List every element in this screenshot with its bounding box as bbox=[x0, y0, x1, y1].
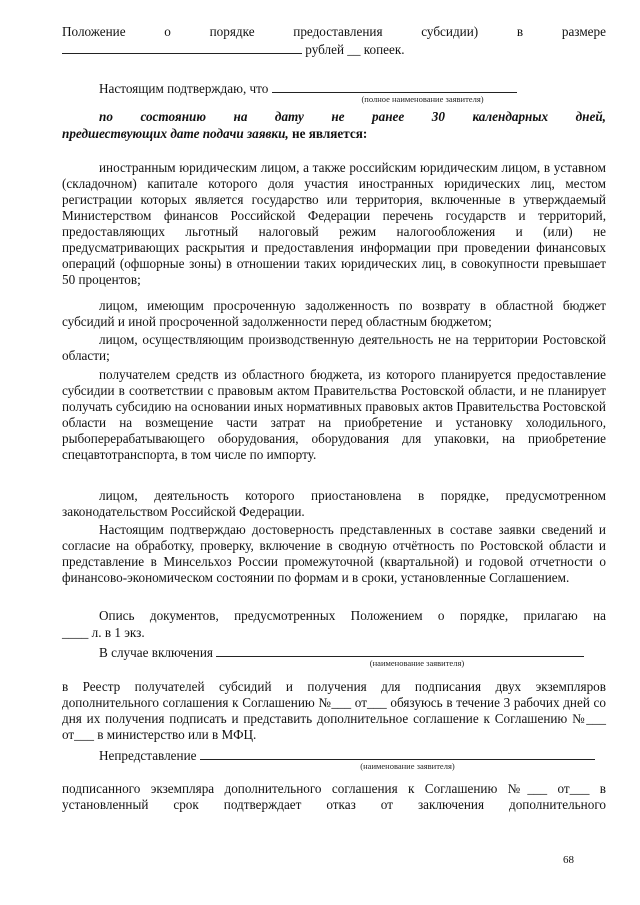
term-line-2 bbox=[62, 126, 606, 142]
applicant-name-blank[interactable] bbox=[272, 80, 517, 93]
word: 30 bbox=[431, 109, 445, 124]
word: не bbox=[331, 109, 345, 124]
nonsubmission-label: Непредставление bbox=[99, 748, 197, 763]
amount-blank[interactable] bbox=[62, 41, 302, 54]
confirm-text: Настоящим подтверждаю, что bbox=[99, 81, 269, 96]
inventory-line-1: Опись документов, предусмотренных Положением о порядке, прилагаю на bbox=[99, 608, 606, 623]
amount-line bbox=[62, 41, 606, 58]
word: дату bbox=[274, 109, 304, 124]
reliability-statement: Настоящим подтверждаю достоверность представленных в составе заявки сведений и согласие на обработку, проверку, включение в сводную отчётность по Ростовской области и представление в Минсельхоз России промежуточной (квартальной) и годовой отчетности о финансово-экономическом состоянии по формам и в сроки, установленные Соглашением. bbox=[62, 522, 606, 585]
nonsubmission-applicant-blank[interactable] bbox=[200, 747, 595, 760]
nonsubmission-caption: (наименование заявителя) bbox=[360, 761, 455, 771]
word: о bbox=[164, 24, 171, 39]
term-line-1 bbox=[99, 109, 606, 125]
item-suspended: лицом, деятельность которого приостановлена в порядке, предусмотренном законодательством Российской Федерации. bbox=[62, 488, 606, 519]
inventory-line-2: ____ л. в 1 экз. bbox=[62, 625, 145, 640]
inclusion-applicant-blank[interactable] bbox=[216, 644, 584, 657]
amount-suffix: рублей __ копеек. bbox=[305, 42, 405, 57]
regulation-line bbox=[62, 24, 606, 40]
term-bold: не является: bbox=[288, 126, 368, 141]
item-budget-recipient: получателем средств из областного бюджета, из которого планируется предоставление субсидии в соответствии с правовым актом Правительства Ростовской области, и не планирует получать субсидию на основании иных нормативных правовых актов Правительства Ростовской области на возмещение части затрат на приобретение и установку холодильного, рыбоперерабатывающего оборудования, оборудования для упаковки, на приобретение спецавтотранспорта, в том числе по импорту. bbox=[62, 367, 606, 462]
word: на bbox=[233, 109, 248, 124]
item-overdue-debt: лицом, имеющим просроченную задолженность по возврату в областной бюджет субсидий и иной просроченной задолженности перед областным бюджетом; bbox=[62, 298, 606, 329]
inclusion-caption: (наименование заявителя) bbox=[369, 658, 465, 668]
item-foreign-entity: иностранным юридическим лицом, а также российским юридическим лицом, в уставном (складочном) капитале которого доля участия иностранных юридических лиц, местом регистрации которых является государство или территория, включенные в утверждаемый Министерством финансов Российской Федерации перечень государств и территорий, предоставляющих льготный налоговый режим налогообложения и (или) не предусматривающих раскрытия и предоставления информации при проведении финансовых операций (офшорные зоны) в отношении таких юридических лиц, в совокупности превышает 50 процентов; bbox=[62, 160, 606, 287]
nonsubmission-text: подписанного экземпляра дополнительного соглашения к Соглашению №___ от___ в установленный срок подтверждает отказ от заключения дополнительного bbox=[62, 781, 606, 812]
word: размере bbox=[561, 24, 606, 39]
word: состоянию bbox=[140, 109, 206, 124]
word: дней, bbox=[575, 109, 606, 124]
page-number: 68 bbox=[563, 854, 574, 866]
word: ранее bbox=[372, 109, 405, 124]
word: Положение bbox=[62, 24, 126, 39]
word: календарных bbox=[472, 109, 549, 124]
word: в bbox=[516, 24, 524, 39]
inclusion-label: В случае включения bbox=[99, 645, 213, 660]
word: порядке bbox=[209, 24, 255, 39]
word: субсидии) bbox=[421, 24, 479, 39]
applicant-caption: (полное наименование заявителя) bbox=[361, 94, 484, 104]
term-italic: предшествующих дате подачи заявки, bbox=[62, 126, 289, 141]
item-production-territory: лицом, осуществляющим производственную деятельность не на территории Ростовской области; bbox=[62, 332, 606, 363]
word: по bbox=[99, 109, 113, 124]
word: предоставления bbox=[293, 24, 383, 39]
inclusion-text: в Реестр получателей субсидий и получения для подписания двух экземпляров дополнительного соглашения к Соглашению №___ от___ обязуюсь в течение 3 рабочих дней со дня их получения подписать и представить дополнительное соглашение к Соглашению №___ от___ в министерство или в МФЦ. bbox=[62, 679, 606, 742]
